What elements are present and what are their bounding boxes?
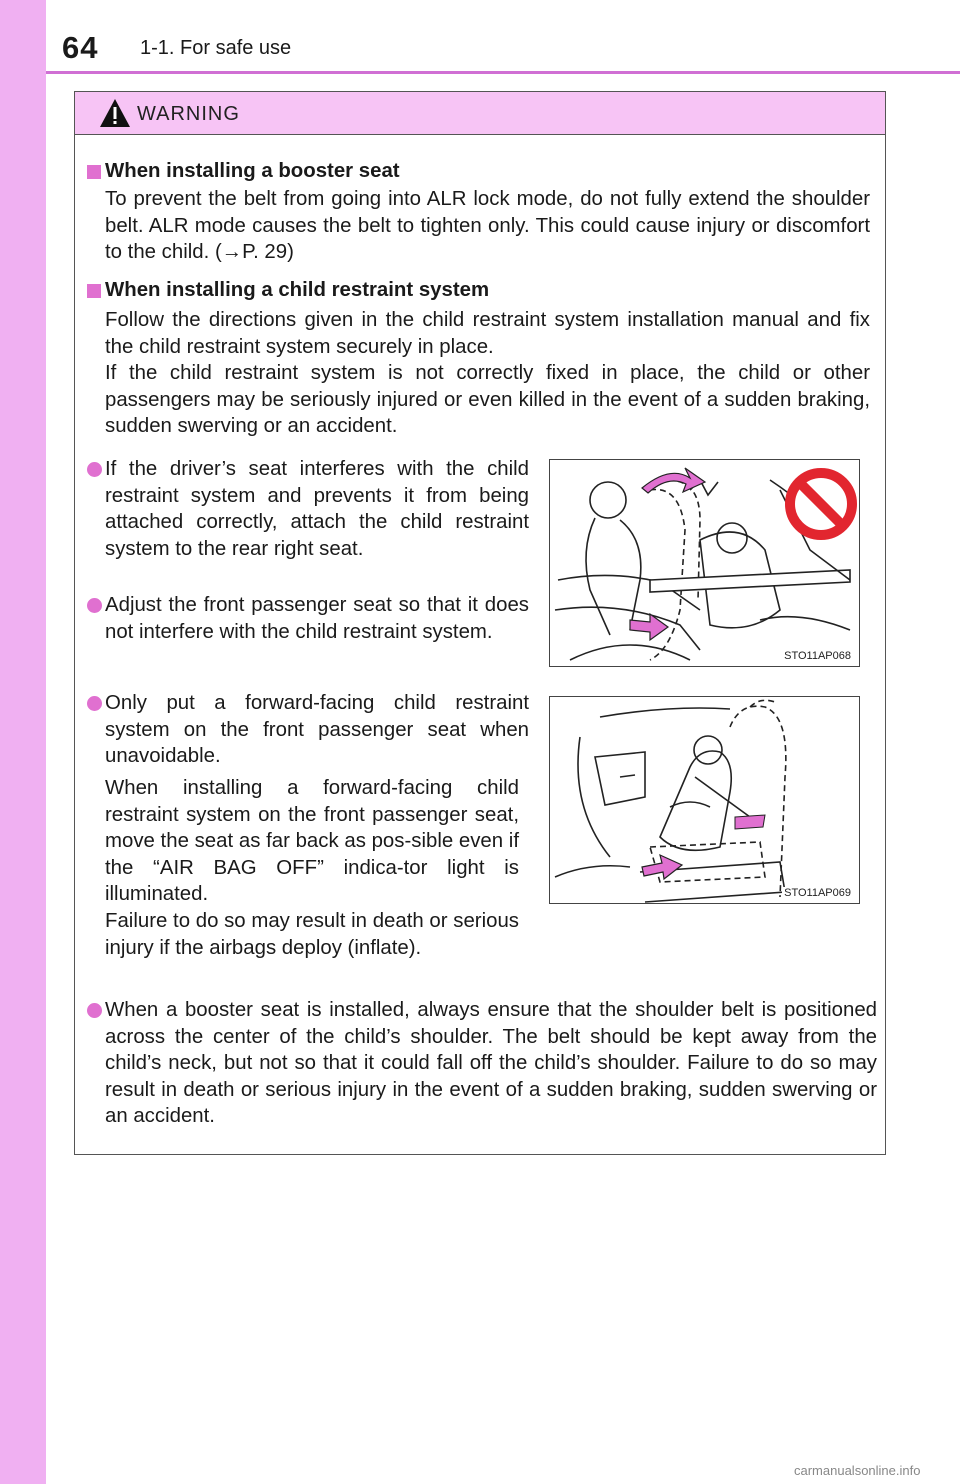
- bullet-front-passenger-seat: Adjust the front passenger seat so that it does not interfere with the child restraint system.: [105, 594, 529, 643]
- warning-triangle-icon: [99, 98, 131, 128]
- illustration-forward-facing-seat: [549, 696, 860, 904]
- side-band: [0, 0, 46, 1484]
- warning-box: [74, 91, 886, 1155]
- header-rule: [46, 71, 960, 74]
- bullet-icon: [87, 598, 102, 613]
- bullet-forward-facing-failure: Failure to do so may result in death or serious injury if the airbags deploy (inflate).: [105, 910, 519, 959]
- bullet-driver-seat: If the driver’s seat interferes with the child restraint system and prevents it from being attached correctly, attach the child restraint system to the rear right seat.: [105, 458, 529, 560]
- section-marker-icon: [87, 165, 101, 179]
- page-number: 64: [62, 30, 99, 65]
- bullet-forward-facing-detail: When installing a forward-facing child restraint system on the front passenger seat, move the seat as far back as pos-sible even if the “AIR BAG OFF” indica-tor light is illuminated.: [105, 777, 519, 905]
- bullet-icon: [87, 1003, 102, 1018]
- section-body-booster: To prevent the belt from going into ALR lock mode, do not fully extend the shoulder belt. ALR mode causes the belt to tighten only. This could cause injury or discomfort to the child. (→P. 29): [105, 188, 870, 263]
- bullet-icon: [87, 696, 102, 711]
- illustration-driver-seat-interference: [549, 459, 860, 667]
- section-marker-icon: [87, 284, 101, 298]
- warning-label: WARNING: [137, 103, 240, 125]
- bullet-icon: [87, 462, 102, 477]
- watermark: carmanualsonline.info: [794, 1463, 921, 1478]
- section-title: 1-1. For safe use: [140, 37, 292, 59]
- bullet-forward-facing: Only put a forward-facing child restraint system on the front passenger seat when unavoidable.: [105, 692, 529, 767]
- section-body-child-restraint-2: If the child restraint system is not correctly fixed in place, the child or other passengers may be seriously injured or even killed in the event of a sudden braking, sudden swerving or an accident.: [105, 362, 870, 437]
- figure-id: STO11AP069: [784, 887, 851, 899]
- bullet-booster-belt: When a booster seat is installed, always ensure that the shoulder belt is positioned across the center of the child’s shoulder. The belt should be kept away from the child’s neck, but not so that it could fall off the child’s shoulder. Failure to do so may result in death or serious injury in the event of a sudden braking, sudden swerving or an accident.: [105, 999, 877, 1127]
- section-heading-booster: When installing a booster seat: [105, 160, 400, 182]
- warning-header: [75, 92, 885, 135]
- figure-id: STO11AP068: [784, 650, 851, 662]
- section-body-child-restraint: Follow the directions given in the child restraint system installation manual and fix the child restraint system securely in place.: [105, 309, 870, 358]
- section-heading-child-restraint: When installing a child restraint system: [105, 279, 490, 301]
